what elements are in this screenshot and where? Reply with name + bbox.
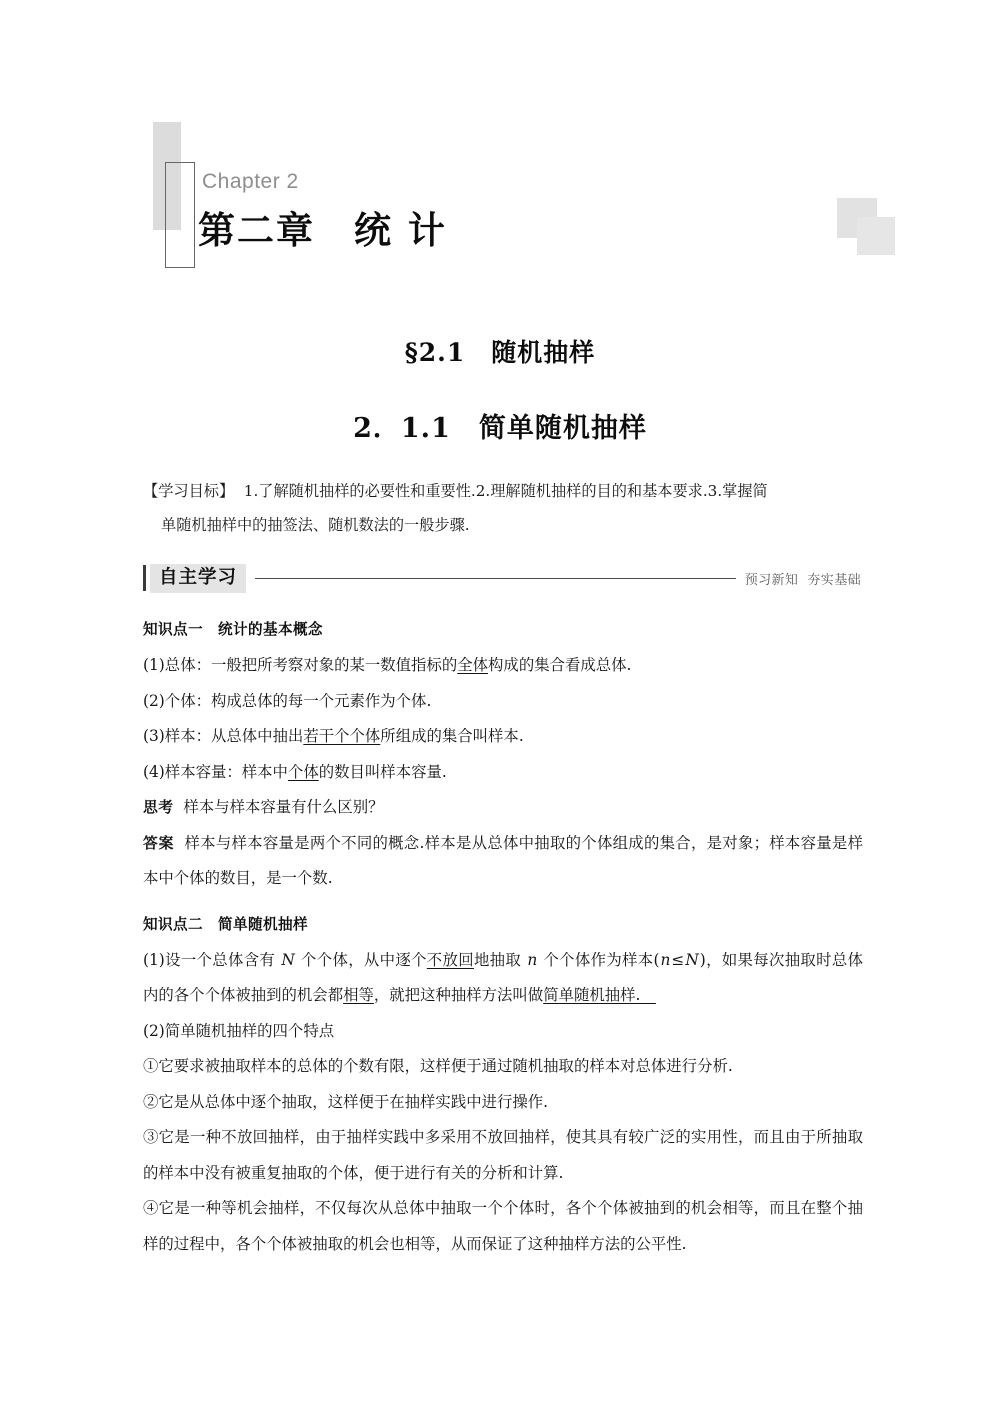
kp2-var-N: N	[281, 950, 295, 969]
kp2-var-n: n	[527, 950, 538, 969]
horizontal-divider	[255, 578, 736, 579]
decorative-square-front-icon	[857, 217, 895, 255]
kp2-var-n-2: n	[660, 950, 671, 969]
kp1-item-4	[143, 755, 863, 791]
kp2-def-part6: )，如果每次抽取时总体内的各个个体被抽到的机会都	[143, 950, 863, 1004]
kp1-item-3	[143, 719, 863, 755]
kp2-features-heading: (2)简单随机抽样的四个特点	[143, 1021, 335, 1040]
kp1-item-4-prefix: (4)样本容量：样本中	[143, 762, 288, 781]
knowledge-point-1-heading: 知识点一 统计的基本概念	[143, 621, 323, 638]
chapter-english-label: Chapter 2	[202, 170, 299, 193]
chapter-header	[140, 110, 900, 270]
kp2-blank-3: 简单随机抽样.	[543, 986, 656, 1004]
think-label: 思考	[143, 799, 174, 816]
decorative-squares-icon	[820, 188, 900, 258]
kp2-def-part5: ≤	[671, 950, 685, 969]
kp1-item-2-prefix: (2)个体：构成总体的每一个元素作为个体.	[143, 691, 432, 710]
kp1-item-4-blank: 个体	[287, 762, 319, 781]
think-block	[143, 790, 863, 826]
learning-objectives-label: 【学习目标】	[143, 482, 235, 500]
answer-spacer	[174, 834, 184, 852]
main-content	[143, 618, 863, 1262]
kp2-feature-2: ②它是从总体中逐个抽取，这样便于在抽样实践中进行操作.	[143, 1092, 549, 1111]
kp2-feature-1: ①它要求被抽取样本的总体的个数有限，这样便于通过随机抽取的样本对总体进行分析.	[143, 1057, 733, 1075]
kp1-item-1-suffix: 构成的集合看成总体.	[488, 656, 632, 674]
kp2-feature-3: ③它是一种不放回抽样，由于抽样实践中多采用不放回抽样，使其具有较广泛的实用性，而且由于所抽取的样本中没有被重复抽取的个体，便于进行有关的分析和计算.	[143, 1128, 863, 1182]
kp2-def-part3: 地抽取	[473, 950, 527, 969]
learning-objectives-line2: 单随机抽样中的抽签法、随机数法的一般步骤.	[161, 516, 470, 534]
kp2-var-N-2: N	[685, 950, 699, 969]
learning-objectives-spacer	[234, 482, 244, 500]
study-section-label: 自主学习	[150, 564, 246, 593]
vertical-tick-icon	[143, 565, 146, 591]
kp1-item-2	[143, 684, 863, 720]
learning-objectives	[143, 474, 861, 542]
decorative-outline-box-icon	[165, 162, 195, 268]
learning-objectives-line1: 1.了解随机抽样的必要性和重要性.2.理解随机抽样的目的和基本要求.3.掌握简	[243, 482, 768, 500]
think-text: 样本与样本容量有什么区别？	[183, 798, 384, 816]
knowledge-point-2-heading: 知识点二 简单随机抽样	[143, 915, 308, 933]
kp2-def-part1: (1)设一个总体含有	[143, 950, 281, 969]
answer-text: 样本与样本容量是两个不同的概念.样本是从总体中抽取的个体组成的集合，是对象；样本容量是样本中个体的数目，是一个数.	[143, 833, 863, 887]
answer-block	[143, 826, 863, 897]
chapter-title: 第二章 统 计	[198, 209, 447, 252]
study-section-bar	[143, 562, 861, 594]
kp2-feature-4: ④它是一种等机会抽样，不仅每次从总体中抽取一个个体时，各个个体被抽到的机会相等，而且在整个抽样的过程中，各个个体被抽取的机会也相等，从而保证了这种抽样方法的公平性.	[143, 1199, 863, 1253]
kp2-def-part4: 个个体作为样本(	[538, 950, 660, 969]
section-title: §2.1 随机抽样	[404, 338, 596, 367]
kp1-item-1-prefix: (1)总体：一般把所考察对象的某一数值指标的	[143, 656, 458, 674]
kp1-item-3-suffix: 所组成的集合叫样本.	[380, 727, 524, 745]
think-spacer	[174, 798, 184, 816]
kp1-item-4-suffix: 的数目叫样本容量.	[318, 762, 447, 781]
kp2-def-part7: ，就把这种抽样方法叫做	[373, 986, 544, 1004]
subsection-title: 2．1.1 简单随机抽样	[353, 413, 647, 444]
kp2-definition	[143, 943, 863, 1014]
kp1-item-1-blank: 全体	[457, 656, 489, 674]
answer-label: 答案	[143, 834, 175, 852]
kp1-item-3-blank: 若干个个体	[303, 727, 381, 745]
kp2-def-part2: 个个体，从中逐个	[295, 950, 427, 969]
study-section-subtitle: 预习新知 夯实基础	[744, 572, 861, 588]
kp2-blank-1: 不放回	[426, 950, 474, 969]
kp1-item-1	[143, 648, 863, 684]
kp2-blank-2: 相等	[343, 986, 374, 1004]
kp1-item-3-prefix: (3)样本：从总体中抽出	[143, 727, 304, 745]
